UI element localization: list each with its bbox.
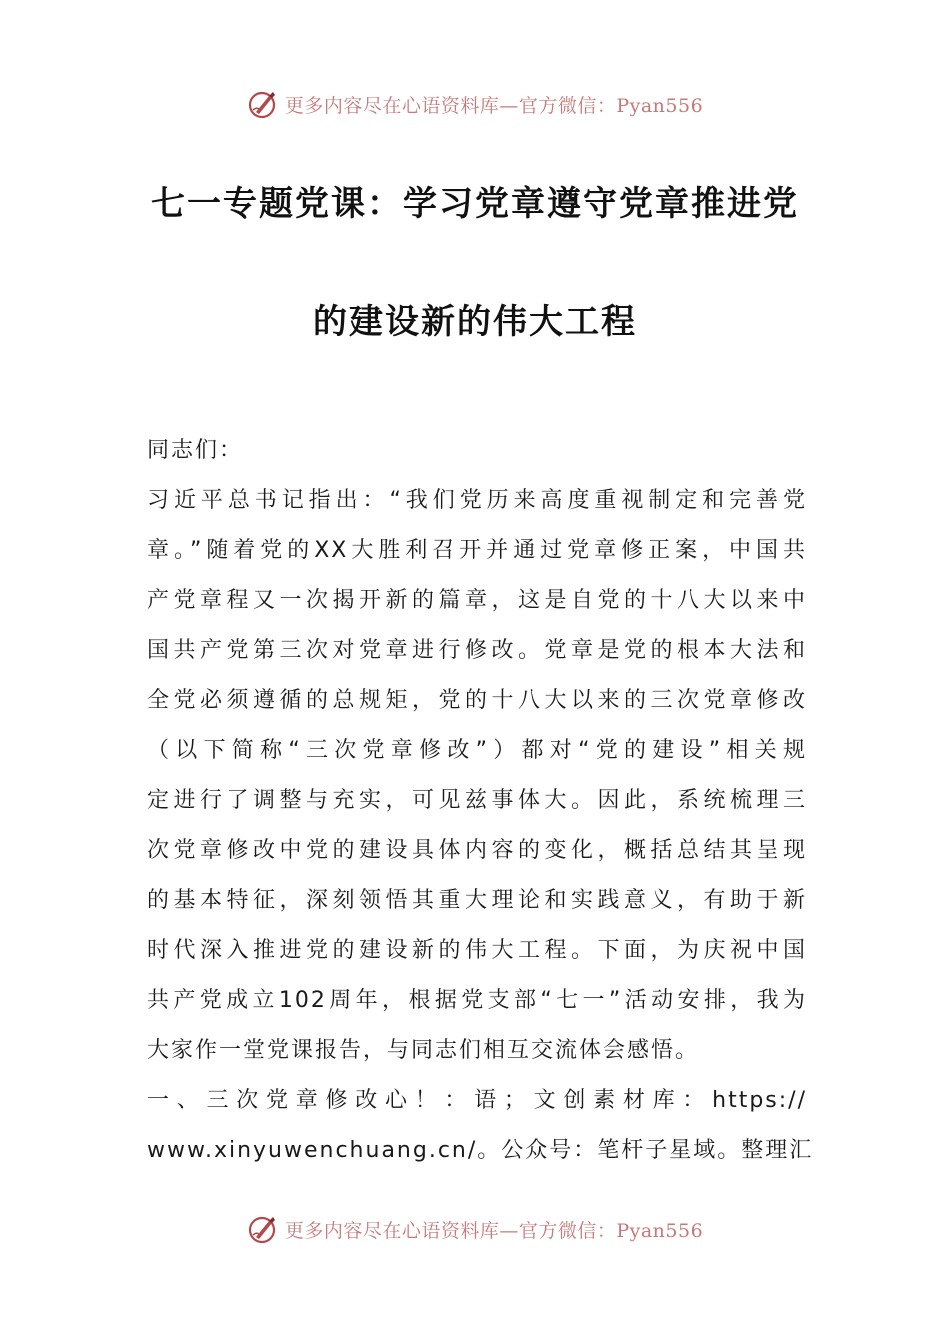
paragraph-line: 章。”随着党的XX大胜利召开并通过党章修正案，中国共 bbox=[147, 538, 807, 563]
header-watermark-text: 更多内容尽在心语资料库—官方微信：Pyan556 bbox=[284, 94, 704, 117]
paragraph-line: 共产党成立102周年，根据党支部“七一”活动安排，我为 bbox=[147, 988, 807, 1013]
section-line: www.xinyuwenchuang.cn/。公众号：笔杆子星域。整理汇 bbox=[147, 1138, 814, 1163]
paragraph-line: 大家作一堂党课报告，与同志们相互交流体会感悟。 bbox=[147, 1038, 700, 1063]
paragraph-line: 的基本特征，深刻领悟其重大理论和实践意义，有助于新 bbox=[147, 888, 807, 913]
paragraph-line: 时代深入推进党的建设新的伟大工程。下面，为庆祝中国 bbox=[147, 938, 807, 963]
header-watermark-banner bbox=[0, 84, 950, 124]
paragraph-line: 次党章修改中党的建设具体内容的变化，概括总结其呈现 bbox=[147, 838, 807, 863]
section-one bbox=[147, 1076, 814, 1176]
body-paragraph bbox=[147, 476, 807, 1076]
paragraph-line: 习近平总书记指出：“我们党历来高度重视制定和完善党 bbox=[147, 488, 807, 513]
paragraph-line: 全党必须遵循的总规矩，党的十八大以来的三次党章修改 bbox=[147, 688, 807, 713]
paragraph-line: （以下简称“三次党章修改”）都对“党的建设”相关规 bbox=[147, 738, 807, 763]
footer-watermark-banner bbox=[0, 1209, 950, 1249]
document-title-line-2: 的建设新的伟大工程 bbox=[313, 302, 637, 342]
paragraph-line: 产党章程又一次揭开新的篇章，这是自党的十八大以来中 bbox=[147, 588, 807, 613]
paragraph-line: 国共产党第三次对党章进行修改。党章是党的根本大法和 bbox=[147, 638, 807, 663]
pen-logo-icon bbox=[247, 88, 279, 120]
document-title-line-1: 七一专题党课：学习党章遵守党章推进党 bbox=[151, 184, 799, 224]
paragraph-line: 定进行了调整与充实，可见兹事体大。因此，系统梳理三 bbox=[147, 788, 807, 813]
greeting: 同志们： bbox=[147, 438, 244, 463]
section-line: 一、三次党章修改心！：语；文创素材库：https:// bbox=[147, 1088, 807, 1113]
footer-watermark-text: 更多内容尽在心语资料库—官方微信：Pyan556 bbox=[284, 1219, 704, 1242]
pen-logo-icon bbox=[247, 1213, 279, 1245]
